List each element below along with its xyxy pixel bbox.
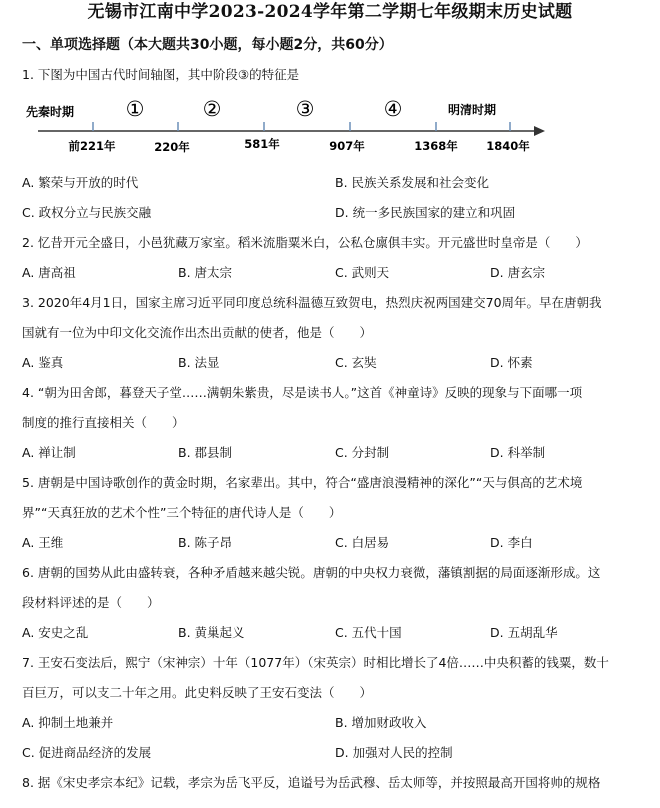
question-4-option-c: C. 分封制 <box>335 445 390 460</box>
question-3-stem-line-1: 3. 2020年4月1日，国家主席习近平同印度总统科温德互致贺电，热烈庆祝两国建交70周年。早在唐朝我 <box>22 295 602 310</box>
question-4-option-b: B. 郡县制 <box>178 445 233 460</box>
question-5-stem-line-1: 5. 唐朝是中国诗歌创作的黄金时期，名家辈出。其中，符合“盛唐浪漫精神的深化”“天与俱高的艺术境 <box>22 475 583 490</box>
exam-title: 无锡市江南中学2023-2024学年第二学期七年级期末历史试题 <box>87 2 573 22</box>
question-5-option-d: D. 李白 <box>490 535 533 550</box>
question-6-option-d: D. 五胡乱华 <box>490 625 558 640</box>
question-2-option-b: B. 唐太宗 <box>178 265 233 280</box>
question-4-option-a: A. 禅让制 <box>22 445 76 460</box>
timeline-arrow <box>534 126 545 136</box>
question-4-stem-line-2: 制度的推行直接相关（ ） <box>22 415 185 430</box>
timeline-stage-1: ① <box>125 97 145 121</box>
question-3-option-a: A. 鉴真 <box>22 355 64 370</box>
timeline-start-label: 先秦时期 <box>26 105 75 119</box>
question-4-option-d: D. 科举制 <box>490 445 546 460</box>
question-6-option-c: C. 五代十国 <box>335 625 402 640</box>
question-5-option-b: B. 陈子昂 <box>178 535 233 550</box>
timeline-year-3: 581年 <box>244 137 280 151</box>
question-1-option-c: C. 政权分立与民族交融 <box>22 205 152 220</box>
question-5-option-c: C. 白居易 <box>335 535 390 550</box>
question-2-option-a: A. 唐高祖 <box>22 265 76 280</box>
question-7-option-a: A. 抑制土地兼并 <box>22 715 114 730</box>
question-6-stem-line-1: 6. 唐朝的国势从此由盛转衰，各种矛盾越来越尖锐。唐朝的中央权力衰微，藩镇割据的局面逐渐形成。这 <box>22 565 601 580</box>
question-3-stem-line-2: 国就有一位为中印文化交流作出杰出贡献的使者，他是（ ） <box>22 325 373 340</box>
question-6-option-a: A. 安史之乱 <box>22 625 89 640</box>
timeline-year-1: 前221年 <box>68 139 116 153</box>
timeline-year-2: 220年 <box>154 140 190 154</box>
timeline-figure <box>0 92 660 162</box>
timeline-year-5: 1368年 <box>414 139 458 153</box>
question-5-stem-line-2: 界”“天真狂放的艺术个性”三个特征的唐代诗人是（ ） <box>22 505 342 520</box>
question-1-option-b: B. 民族关系发展和社会变化 <box>335 175 490 190</box>
question-4-stem-line-1: 4. “朝为田舍郎，暮登天子堂……满朝朱紫贵，尽是读书人。”这首《神童诗》反映的现象与下面哪一项 <box>22 385 583 400</box>
question-2-option-c: C. 武则天 <box>335 265 390 280</box>
question-2-option-d: D. 唐玄宗 <box>490 265 546 280</box>
question-5-option-a: A. 王维 <box>22 535 64 550</box>
question-2-stem: 2. 忆昔开元全盛日，小邑犹藏万家室。稻米流脂粟米白，公私仓廪俱丰实。开元盛世时皇帝是（ ） <box>22 235 588 250</box>
section-heading: 一、单项选择题（本大题共30小题，每小题2分，共60分） <box>22 37 393 53</box>
timeline-end-label: 明清时期 <box>448 103 497 117</box>
question-6-stem-line-2: 段材料评述的是（ ） <box>22 595 160 610</box>
question-7-stem-line-1: 7. 王安石变法后，熙宁（宋神宗）十年（1077年）（宋英宗）时相比增长了4倍……中央积蓄的钱粟，数十 <box>22 655 609 670</box>
question-3-option-c: C. 玄奘 <box>335 355 377 370</box>
timeline-year-6: 1840年 <box>486 139 530 153</box>
timeline-stage-2: ② <box>202 97 222 121</box>
question-3-option-d: D. 怀素 <box>490 355 533 370</box>
question-1-option-d: D. 统一多民族国家的建立和巩固 <box>335 205 516 220</box>
timeline-stage-3: ③ <box>295 97 315 121</box>
timeline-year-4: 907年 <box>329 139 365 153</box>
question-7-option-b: B. 增加财政收入 <box>335 715 427 730</box>
question-3-option-b: B. 法显 <box>178 355 220 370</box>
question-6-option-b: B. 黄巢起义 <box>178 625 245 640</box>
question-7-option-c: C. 促进商品经济的发展 <box>22 745 152 760</box>
question-1-stem: 1. 下图为中国古代时间轴图，其中阶段③的特征是 <box>22 67 300 82</box>
question-8-stem-line-1: 8. 据《宋史孝宗本纪》记载，孝宗为岳飞平反，追谥号为岳武穆、岳太师等，并按照最高开国将帅的规格 <box>22 775 601 790</box>
question-7-stem-line-2: 百巨万，可以支二十年之用。此史料反映了王安石变法（ ） <box>22 685 373 700</box>
timeline-stage-4: ④ <box>383 97 403 121</box>
question-1-option-a: A. 繁荣与开放的时代 <box>22 175 139 190</box>
question-7-option-d: D. 加强对人民的控制 <box>335 745 453 760</box>
